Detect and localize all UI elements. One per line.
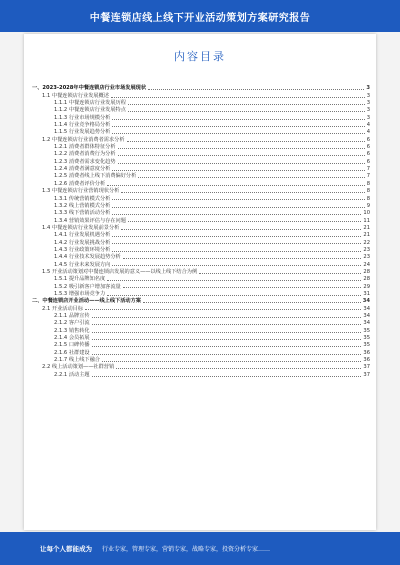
toc-dot-leader <box>92 376 362 377</box>
toc-dot-leader <box>121 192 364 193</box>
toc-dot-leader <box>128 111 365 112</box>
toc-row[interactable] <box>32 216 370 223</box>
toc-dot-leader <box>128 104 365 105</box>
toc-entry-label: 1.2.4 消费者满意度分析 <box>54 166 111 173</box>
toc-row[interactable] <box>32 238 370 245</box>
toc-dot-leader <box>107 185 365 186</box>
toc-row[interactable] <box>32 290 370 297</box>
toc-page-number: 3 <box>366 107 370 114</box>
toc-entry-label: 2.1.7 线上线下融合 <box>54 357 100 364</box>
toc-row[interactable] <box>32 157 370 164</box>
toc-page-number: 28 <box>363 268 370 275</box>
toc-entry-label: 1.5.2 吸引新客户增加客流量 <box>54 283 121 290</box>
toc-page-number: 4 <box>366 129 370 136</box>
toc-dot-leader <box>127 141 365 142</box>
toc-entry-label: 1.2.5 消费者线上线下消费偏好分析 <box>54 173 137 180</box>
toc-dot-leader <box>112 170 364 171</box>
toc-row[interactable] <box>32 260 370 267</box>
toc-entry-label: 1.3.4 营销效果评估与存在问题 <box>54 217 126 224</box>
toc-dot-leader <box>143 302 361 303</box>
toc-row[interactable] <box>32 231 370 238</box>
toc-dot-leader <box>199 273 361 274</box>
toc-entry-label: 2.2 线上活动策划——社群营销 <box>42 364 115 371</box>
toc-page-number: 37 <box>363 364 370 371</box>
toc-dot-leader <box>92 332 362 333</box>
toc-dot-leader <box>118 155 365 156</box>
toc-page-number: 28 <box>363 276 370 283</box>
toc-entry-label: 1.1.3 行业市场规模分析 <box>54 114 111 121</box>
toc-dot-leader <box>112 236 361 237</box>
footer-brand: 让每个人都能成为 <box>40 545 92 553</box>
toc-page-number: 6 <box>366 136 370 143</box>
toc-page-number: 3 <box>366 92 370 99</box>
toc-page-number: 21 <box>363 232 370 239</box>
toc-page-number: 10 <box>363 210 370 217</box>
toc-row[interactable] <box>32 172 370 179</box>
toc-dot-leader <box>148 89 364 90</box>
toc-entry-label: 1.1.1 中餐连锁店行业发展历程 <box>54 100 126 107</box>
toc-row[interactable] <box>32 268 370 275</box>
toc-entry-label: 1.2.6 消费者评价分析 <box>54 180 106 187</box>
toc-dot-leader <box>116 368 361 369</box>
toc-dot-leader <box>111 97 365 98</box>
toc-dot-leader <box>112 119 364 120</box>
toc-row[interactable] <box>32 150 370 157</box>
toc-entry-label: 1.5 开业活动策划对中餐连锁店发展的意义——以线上线下结合为例 <box>42 268 198 275</box>
toc-page-number: 34 <box>363 305 370 312</box>
toc-row[interactable] <box>32 275 370 282</box>
toc-dot-leader <box>107 295 361 296</box>
toc-row[interactable] <box>32 356 370 363</box>
toc-dot-leader <box>123 287 362 288</box>
toc-page-number: 37 <box>363 371 370 378</box>
toc-page-number: 23 <box>363 254 370 261</box>
toc-row[interactable] <box>32 143 370 150</box>
toc-page-number: 3 <box>366 114 370 121</box>
toc-row[interactable] <box>32 334 370 341</box>
toc-dot-leader <box>112 126 364 127</box>
toc-page-number: 35 <box>363 342 370 349</box>
toc-dot-leader <box>85 309 361 310</box>
toc-dot-leader <box>112 199 364 200</box>
toc-row[interactable] <box>32 282 370 289</box>
toc-page-number: 3 <box>366 85 370 92</box>
toc-row[interactable] <box>32 99 370 106</box>
toc-dot-leader <box>112 133 364 134</box>
toc-entry-label: 1.4.1 行业发展机遇分析 <box>54 232 111 239</box>
toc-dot-leader <box>138 177 364 178</box>
toc-row[interactable] <box>32 194 370 201</box>
toc-row[interactable] <box>32 319 370 326</box>
toc-entry-label: 1.3.2 线上营销模式分析 <box>54 202 111 209</box>
footer-text: 行业专家，管理专家，营销专家，战略专家，投资分析专家…… <box>102 546 271 553</box>
toc-page-number: 35 <box>363 327 370 334</box>
toc-page-number: 11 <box>363 217 370 224</box>
toc-dot-leader <box>118 148 365 149</box>
toc-page-number: 6 <box>366 144 370 151</box>
toc-dot-leader <box>121 229 361 230</box>
toc-page-number: 24 <box>363 261 370 268</box>
toc-entry-label: 2.1.5 口碑传播 <box>54 342 90 349</box>
toc-page-number: 34 <box>363 320 370 327</box>
toc-row[interactable] <box>32 348 370 355</box>
toc-entry-label: 二、中餐连锁店开业活动——线上线下活动方案 <box>32 298 141 305</box>
toc-dot-leader <box>112 243 361 244</box>
toc-entry-label: 2.1.6 社群建设 <box>54 349 90 356</box>
toc-entry-label: 1.2 中餐连锁店行业消费者需求分析 <box>42 136 125 143</box>
toc-dot-leader <box>123 258 362 259</box>
toc-entry-label: 1.1.4 行业竞争格局分析 <box>54 122 111 129</box>
toc-entry-label: 1.1.5 行业发展趋势分析 <box>54 129 111 136</box>
toc-entry-label: 2.1.1 品牌宣传 <box>54 313 90 319</box>
toc-page-number: 36 <box>363 349 370 356</box>
toc-dot-leader <box>112 214 361 215</box>
toc-row[interactable] <box>32 363 370 370</box>
toc-entry-label: 2.2.1 活动主题 <box>54 371 90 378</box>
toc-entry-label: 2.1.3 销售转化 <box>54 327 90 334</box>
toc-page-number: 31 <box>363 290 370 297</box>
toc-row[interactable] <box>32 312 370 319</box>
toc-entry-label: 一、2023-2028年中餐连锁店行业市场发展现状 <box>32 85 147 92</box>
toc-entry-label: 1.2.3 消费者需求变化趋势 <box>54 158 116 165</box>
toc-row[interactable] <box>32 202 370 209</box>
toc-dot-leader <box>118 163 365 164</box>
toc-page-number: 4 <box>366 122 370 129</box>
toc-page-number: 7 <box>366 166 370 173</box>
toc-row[interactable] <box>32 128 370 135</box>
toc-row[interactable] <box>32 253 370 260</box>
toc-dot-leader <box>112 251 361 252</box>
toc-row[interactable] <box>32 246 370 253</box>
toc-page-number: 6 <box>366 158 370 165</box>
toc-page-number: 34 <box>363 313 370 319</box>
toc-row[interactable] <box>32 106 370 113</box>
toc-entry-label: 1.5.1 提升品牌知名度 <box>54 276 106 283</box>
toc-dot-leader <box>92 339 362 340</box>
toc-page-number: 8 <box>366 195 370 202</box>
toc-page-number: 6 <box>366 151 370 158</box>
toc-entry-label: 1.4 中餐连锁店行业发展前景分析 <box>42 224 120 231</box>
toc-row[interactable] <box>32 135 370 142</box>
toc-row[interactable] <box>32 370 370 377</box>
toc-entry-label: 1.1 中餐连锁店行业发展概述 <box>42 92 109 99</box>
toc-row[interactable] <box>32 209 370 216</box>
toc-dot-leader <box>92 346 362 347</box>
toc-row[interactable] <box>32 165 370 172</box>
toc-dot-leader <box>92 317 362 318</box>
toc-row[interactable] <box>32 121 370 128</box>
toc-row[interactable] <box>32 91 370 98</box>
toc-page-number: 36 <box>363 357 370 364</box>
toc-page-number: 3 <box>366 100 370 107</box>
toc-dot-leader <box>112 207 364 208</box>
toc-entry-label: 1.3 中餐连锁店行业营销现状分析 <box>42 188 120 195</box>
toc-entry-label: 1.4.4 行业技术发展趋势分析 <box>54 254 121 261</box>
toc-entry-label: 2.1.4 会员拓展 <box>54 335 90 342</box>
toc-row[interactable] <box>32 187 370 194</box>
toc-dot-leader <box>107 280 361 281</box>
toc-page-number: 23 <box>363 246 370 253</box>
toc-dot-leader <box>128 221 361 222</box>
document-footer-bar <box>0 532 400 565</box>
toc-entry-label: 2.1.2 客户引流 <box>54 320 90 327</box>
toc-entry-label: 1.4.2 行业发展挑战分析 <box>54 239 111 246</box>
toc-page-number: 22 <box>363 239 370 246</box>
toc-page-number: 21 <box>363 224 370 231</box>
toc-row[interactable] <box>32 179 370 186</box>
toc-page-number: 9 <box>366 202 370 209</box>
toc-dot-leader <box>92 354 362 355</box>
toc-list <box>32 84 370 378</box>
toc-page-number: 8 <box>366 188 370 195</box>
toc-row[interactable] <box>32 113 370 120</box>
toc-page-number: 29 <box>363 283 370 290</box>
toc-dot-leader <box>92 324 362 325</box>
toc-page-number: 8 <box>366 180 370 187</box>
toc-entry-label: 1.1.2 中餐连锁店行业发展特点 <box>54 107 126 114</box>
toc-dot-leader <box>112 265 361 266</box>
toc-page-number: 35 <box>363 335 370 342</box>
toc-row[interactable] <box>32 297 370 304</box>
toc-row[interactable] <box>32 304 370 311</box>
document-header-bar <box>0 0 400 32</box>
document-page <box>24 34 376 530</box>
toc-row[interactable] <box>32 326 370 333</box>
toc-entry-label: 1.2.2 消费者消费行为分析 <box>54 151 116 158</box>
toc-entry-label: 1.4.3 行业政策环境分析 <box>54 246 111 253</box>
toc-page-number: 7 <box>366 173 370 180</box>
toc-entry-label: 1.3.3 线下营销活动分析 <box>54 210 111 217</box>
toc-row[interactable] <box>32 224 370 231</box>
toc-entry-label: 1.5.3 增强市场竞争力 <box>54 290 106 297</box>
toc-row[interactable] <box>32 341 370 348</box>
toc-dot-leader <box>102 361 361 362</box>
toc-title: 内容目录 <box>174 50 226 63</box>
toc-entry-label: 1.4.5 行业未来发展方向 <box>54 261 111 268</box>
toc-entry-label: 2.1 开业活动目标 <box>42 305 84 312</box>
toc-row[interactable] <box>32 84 370 91</box>
document-title: 中餐连锁店线上线下开业活动策划方案研究报告 <box>89 12 311 24</box>
toc-entry-label: 1.2.1 消费者群体特征分析 <box>54 144 116 151</box>
toc-page-number: 34 <box>362 298 370 305</box>
toc-entry-label: 1.3.1 传统营销模式分析 <box>54 195 111 202</box>
